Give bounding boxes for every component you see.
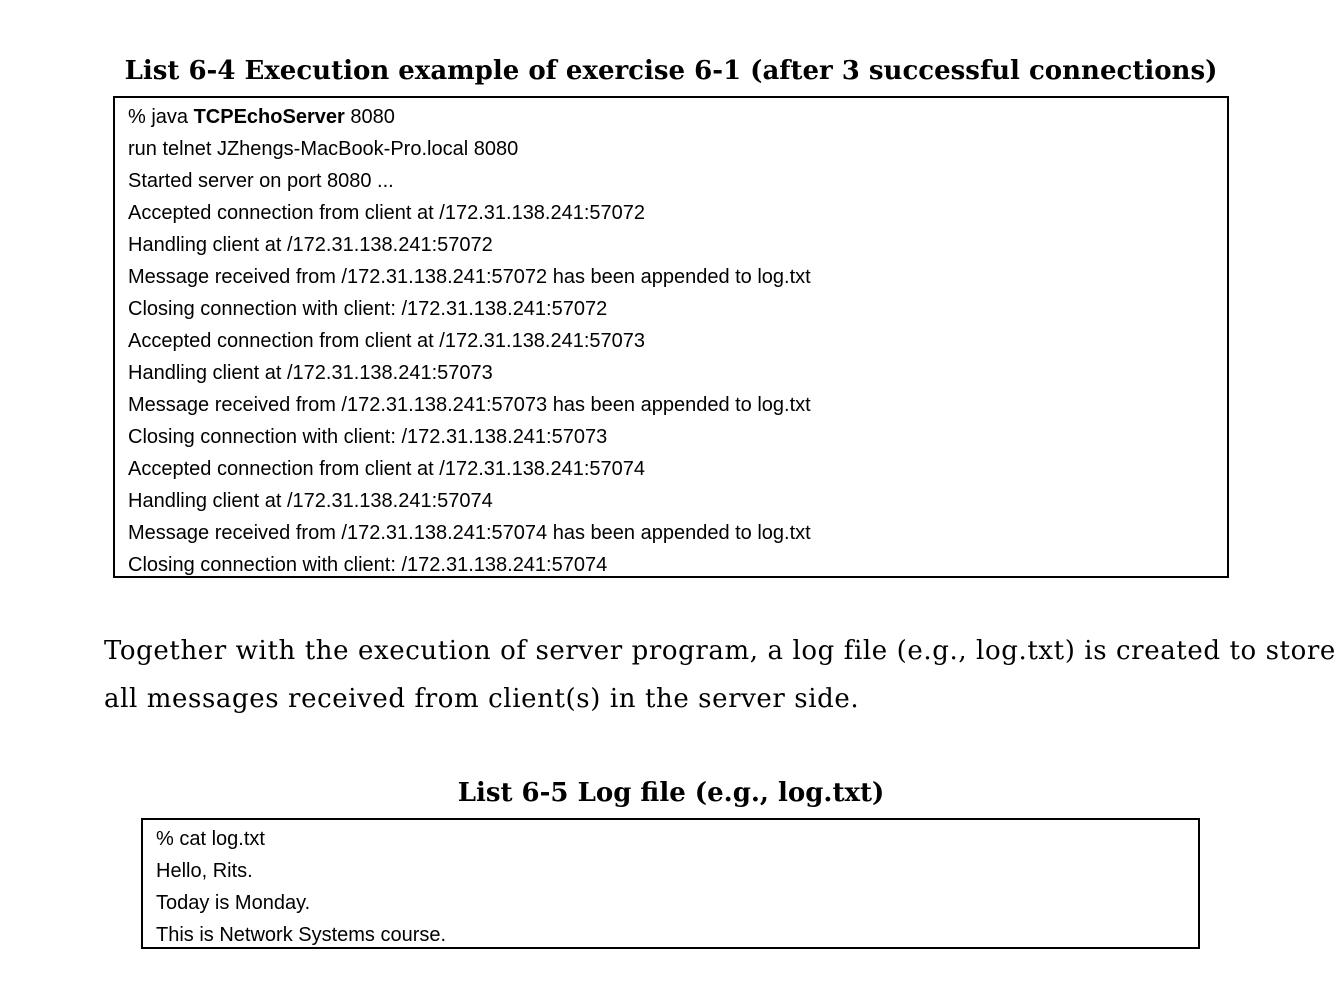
command-prefix: % java	[128, 106, 194, 128]
list-6-5-code-box	[141, 818, 1200, 949]
code-line-command	[128, 101, 1227, 133]
code-line: This is Network Systems course.	[156, 924, 447, 946]
list-6-4-code-box	[113, 96, 1229, 578]
command-program: TCPEchoServer	[193, 106, 345, 128]
code-line: Accepted connection from client at /172.31.138.241:57072	[128, 202, 646, 224]
code-line: Closing connection with client: /172.31.138.241:57073	[128, 426, 608, 448]
command-suffix: 8080	[344, 106, 395, 128]
code-line: Message received from /172.31.138.241:57072 has been appended to log.txt	[128, 266, 811, 288]
code-line: Accepted connection from client at /172.31.138.241:57074	[128, 458, 646, 480]
code-line: Handling client at /172.31.138.241:57073	[128, 362, 493, 384]
code-line: Hello, Rits.	[156, 860, 253, 882]
code-line: Closing connection with client: /172.31.138.241:57072	[128, 298, 608, 320]
list-6-4-caption: List 6-4 Execution example of exercise 6-1 (after 3 successful connections)	[124, 56, 1218, 86]
code-line: Started server on port 8080 ...	[128, 170, 394, 192]
code-line: Today is Monday.	[156, 892, 311, 914]
code-line: Closing connection with client: /172.31.138.241:57074	[128, 554, 608, 576]
code-line: % cat log.txt	[156, 828, 265, 850]
code-line: Accepted connection from client at /172.31.138.241:57073	[128, 330, 646, 352]
code-line: Message received from /172.31.138.241:57073 has been appended to log.txt	[128, 394, 811, 416]
list-6-5-caption: List 6-5 Log file (e.g., log.txt)	[457, 778, 885, 808]
paragraph-line: all messages received from client(s) in the server side.	[104, 684, 860, 714]
paragraph-line: Together with the execution of server program, a log file (e.g., log.txt) is created to store	[104, 636, 1336, 666]
code-line: Handling client at /172.31.138.241:57074	[128, 490, 493, 512]
code-line: Handling client at /172.31.138.241:57072	[128, 234, 493, 256]
code-line: run telnet JZhengs-MacBook-Pro.local 8080	[128, 138, 519, 160]
body-paragraph	[104, 627, 1336, 723]
code-line: Message received from /172.31.138.241:57074 has been appended to log.txt	[128, 522, 811, 544]
